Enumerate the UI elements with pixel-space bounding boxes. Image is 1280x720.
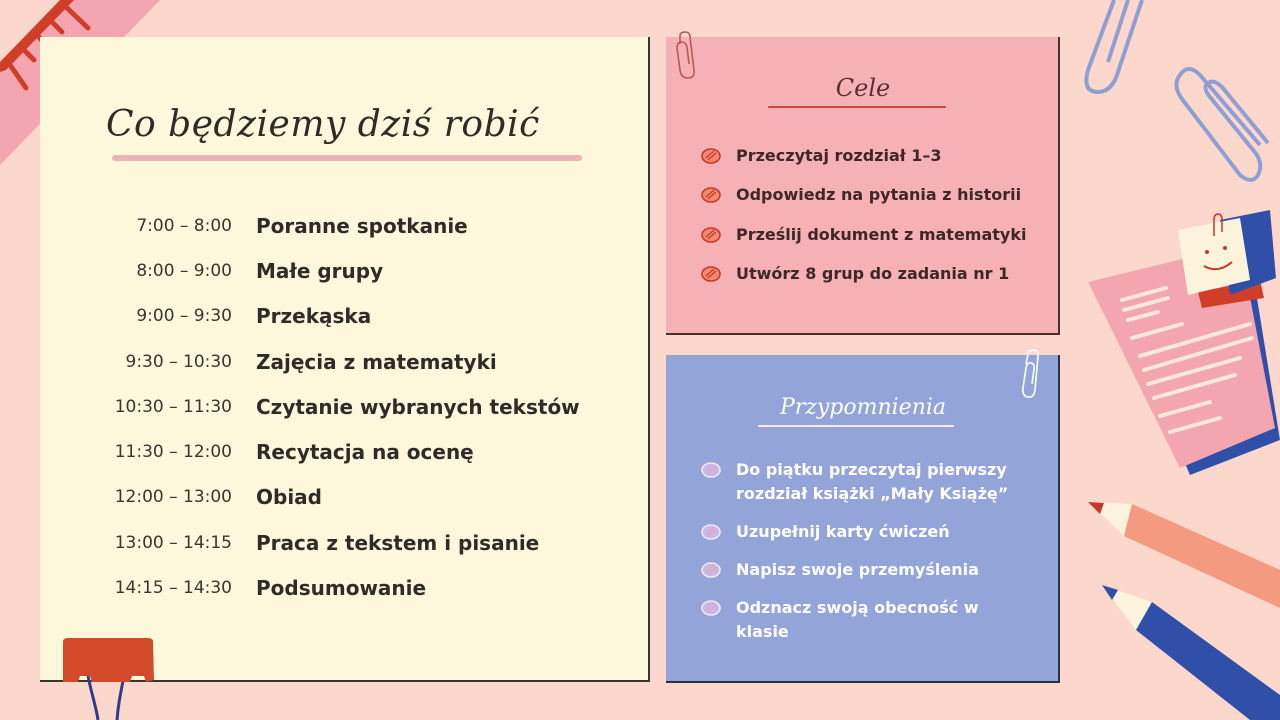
schedule-time: 14:15 – 14:30 <box>114 578 232 599</box>
goals-title: Cele <box>835 74 891 102</box>
schedule-list <box>100 203 620 611</box>
goal-text: Odpowiedz na pytania z historii <box>736 185 1022 205</box>
goals-underline <box>768 106 946 108</box>
notebook-decoration <box>1080 200 1280 490</box>
schedule-time: 12:00 – 13:00 <box>114 487 232 508</box>
schedule-time: 10:30 – 11:30 <box>114 396 232 417</box>
scribble-bullet-icon <box>700 183 722 205</box>
scribble-bullet-icon <box>700 458 722 480</box>
reminder-item <box>700 596 1030 644</box>
reminders-underline <box>758 425 954 427</box>
scribble-bullet-icon <box>700 558 722 580</box>
title-underline <box>112 155 582 161</box>
schedule-activity: Praca z tekstem i pisanie <box>256 530 540 555</box>
reminders-list <box>700 458 1030 658</box>
paperclip-decoration <box>1078 0 1158 100</box>
reminder-text: Do piątku przeczytaj pierwszy rozdział książki „Mały Książę” <box>736 460 1009 503</box>
goal-text: Utwórz 8 grup do zadania nr 1 <box>736 263 1010 283</box>
paperclip-icon <box>1018 348 1048 402</box>
schedule-row <box>100 520 620 565</box>
goals-list <box>700 144 1050 301</box>
schedule-activity: Zajęcia z matematyki <box>256 349 497 374</box>
scribble-bullet-icon <box>700 262 722 284</box>
reminder-item <box>700 458 1030 506</box>
schedule-activity: Małe grupy <box>256 258 384 283</box>
schedule-time: 9:00 – 9:30 <box>136 306 232 327</box>
schedule-row <box>100 294 620 339</box>
scribble-bullet-icon <box>700 596 722 618</box>
schedule-activity: Obiad <box>256 485 322 510</box>
schedule-row <box>100 203 620 248</box>
schedule-activity: Poranne spotkanie <box>256 213 468 238</box>
scribble-bullet-icon <box>700 144 722 166</box>
schedule-row <box>100 429 620 474</box>
schedule-time: 13:00 – 14:15 <box>114 532 232 553</box>
schedule-time: 9:30 – 10:30 <box>125 351 232 372</box>
reminder-text: Odznacz swoją obecność w klasie <box>736 598 979 641</box>
schedule-time: 7:00 – 8:00 <box>136 215 232 236</box>
schedule-row <box>100 565 620 610</box>
schedule-activity: Podsumowanie <box>256 576 427 601</box>
schedule-activity: Przekąska <box>256 304 372 329</box>
reminders-title: Przypomnienia <box>779 395 947 420</box>
schedule-activity: Czytanie wybranych tekstów <box>256 394 580 419</box>
reminder-text: Uzupełnij karty ćwiczeń <box>736 522 950 541</box>
schedule-row <box>100 248 620 293</box>
scribble-bullet-icon <box>700 520 722 542</box>
schedule-activity: Recytacja na ocenę <box>256 440 474 465</box>
schedule-time: 8:00 – 9:00 <box>136 260 232 281</box>
goal-item <box>700 223 1050 247</box>
schedule-time: 11:30 – 12:00 <box>114 442 232 463</box>
goal-text: Prześlij dokument z matematyki <box>736 224 1027 244</box>
schedule-row <box>100 339 620 384</box>
paperclip-decoration <box>1170 55 1280 185</box>
goal-item <box>700 262 1050 286</box>
reminder-item <box>700 558 1030 582</box>
schedule-row <box>100 384 620 429</box>
reminder-text: Napisz swoje przemyślenia <box>736 560 979 579</box>
scribble-bullet-icon <box>700 223 722 245</box>
schedule-title: Co będziemy dziś robić <box>106 104 540 145</box>
goal-text: Przeczytaj rozdział 1–3 <box>736 146 942 165</box>
pencil-decoration <box>1080 490 1280 720</box>
binder-clip-decoration <box>58 636 158 720</box>
goal-item <box>700 144 1050 168</box>
schedule-row <box>100 475 620 520</box>
reminder-item <box>700 520 1030 544</box>
goal-item <box>700 183 1050 207</box>
